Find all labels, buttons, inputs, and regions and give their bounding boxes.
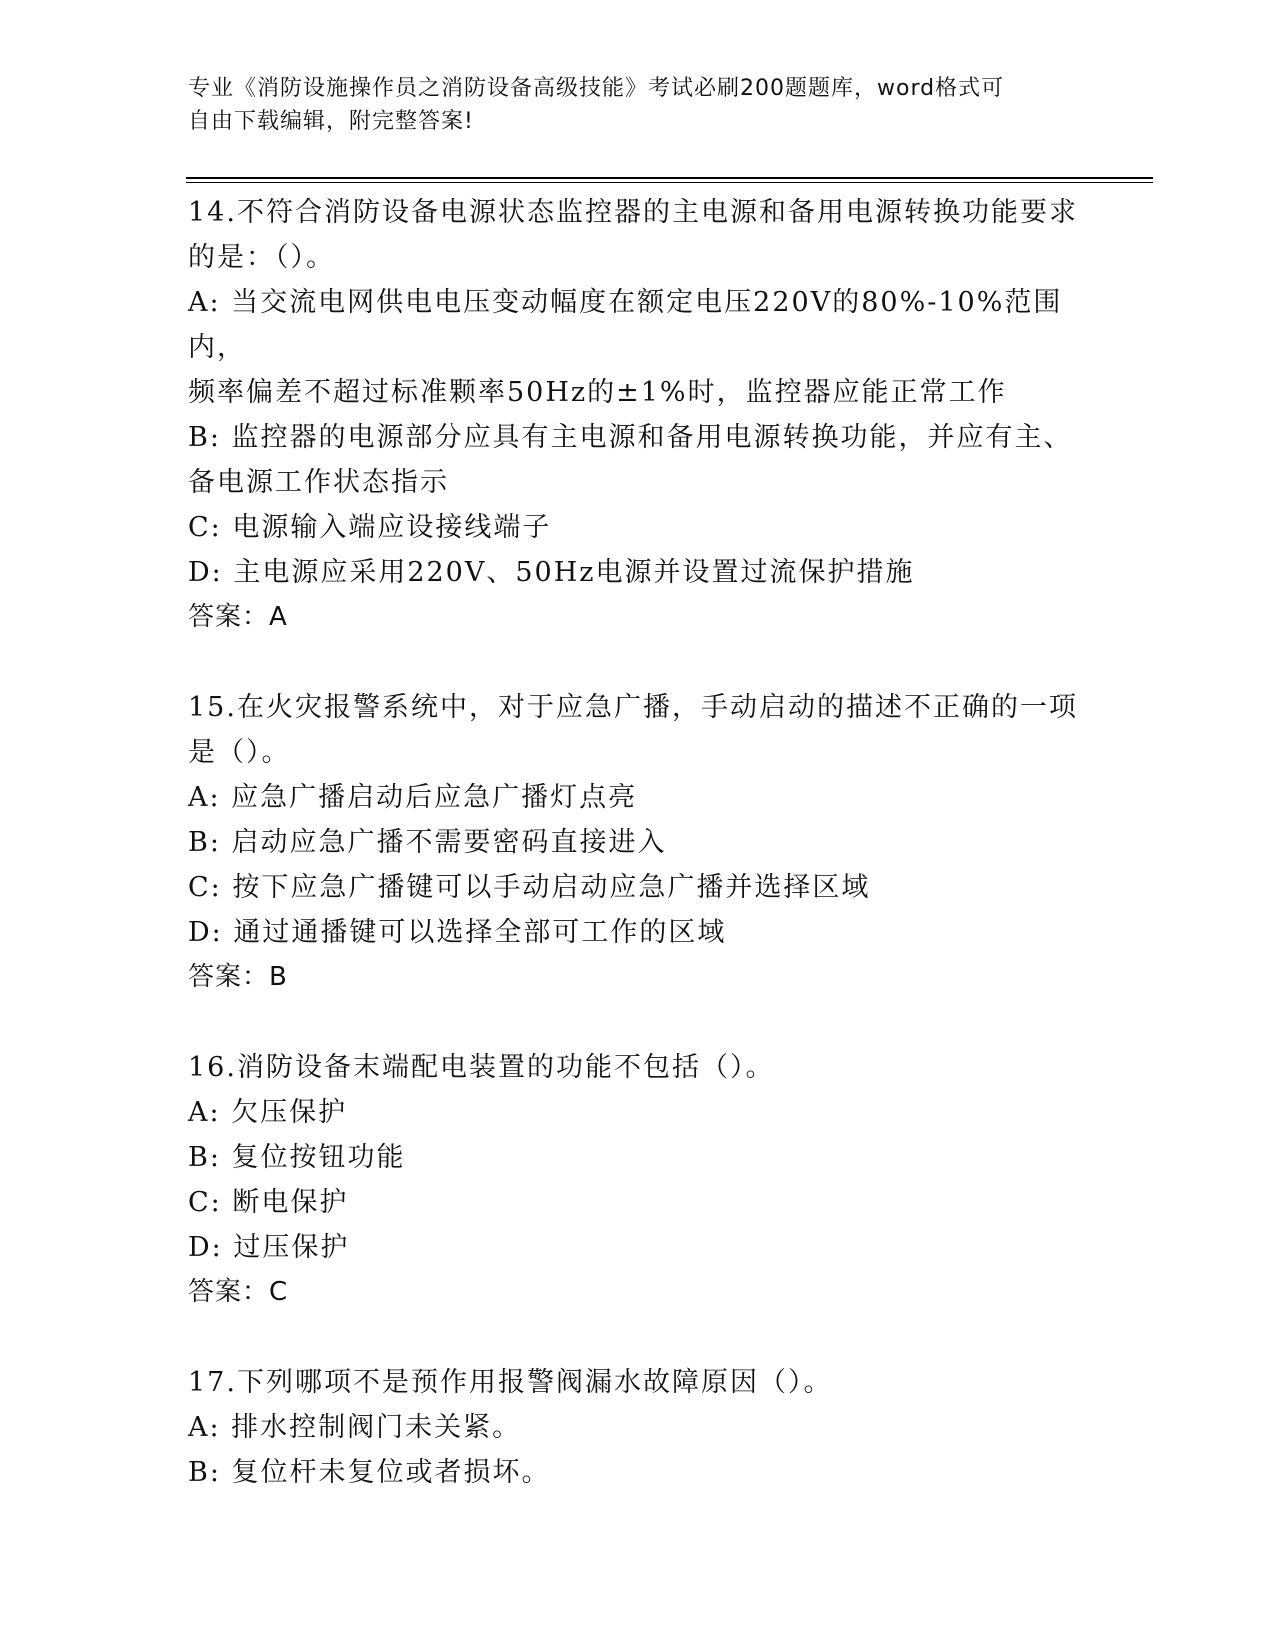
question-stem: 14.不符合消防设备电源状态监控器的主电源和备用电源转换功能要求 (188, 197, 1078, 228)
answer: 答案：A (188, 602, 288, 632)
option-b: B: 复位杆未复位或者损坏。 (188, 1457, 551, 1488)
option-d: D: 过压保护 (188, 1232, 350, 1263)
option-a: A: 排水控制阀门未关紧。 (188, 1412, 522, 1443)
option-c: C: 电源输入端应设接线端子 (188, 512, 552, 543)
header-rule-thick (186, 177, 1153, 179)
question-list (188, 190, 1088, 1495)
header-line-2: 自由下载编辑，附完整答案! (188, 109, 474, 134)
header-line-1: 专业《消防设施操作员之消防设备高级技能》考试必刷200题题库，word格式可 (188, 76, 1005, 101)
option-b: B: 启动应急广播不需要密码直接进入 (188, 827, 667, 858)
spacer (188, 640, 1088, 685)
question-stem: 的是：（）。 (188, 242, 335, 273)
spacer (188, 1000, 1088, 1045)
question-17 (188, 1360, 1088, 1495)
spacer (188, 1315, 1088, 1360)
question-15 (188, 685, 1088, 1000)
option-c: C: 按下应急广播键可以手动启动应急广播并选择区域 (188, 872, 871, 903)
document-header (188, 72, 1088, 138)
option-a-cont: 频率偏差不超过标准颗率50Hz的±1%时，监控器应能正常工作 (188, 377, 1007, 408)
header-rule-thin (186, 182, 1153, 183)
option-b: B: 复位按钮功能 (188, 1142, 406, 1173)
option-d: D: 主电源应采用220V、50Hz电源并设置过流保护措施 (188, 557, 915, 588)
option-a: A: 当交流电网供电电压变动幅度在额定电压220V的80%-10%范围内， (188, 287, 1063, 363)
option-a: A: 欠压保护 (188, 1097, 348, 1128)
question-14 (188, 190, 1088, 640)
answer: 答案：C (188, 1277, 289, 1307)
question-stem: 17.下列哪项不是预作用报警阀漏水故障原因（）。 (188, 1367, 833, 1398)
option-a: A: 应急广播启动后应急广播灯点亮 (188, 782, 638, 813)
question-stem: 16.消防设备末端配电装置的功能不包括（）。 (188, 1052, 775, 1083)
option-d: D: 通过通播键可以选择全部可工作的区域 (188, 917, 727, 948)
option-b-cont: 备电源工作状态指示 (188, 467, 449, 498)
question-16 (188, 1045, 1088, 1315)
question-stem: 是（）。 (188, 737, 291, 768)
option-c: C: 断电保护 (188, 1187, 349, 1218)
question-stem: 15.在火灾报警系统中，对于应急广播，手动启动的描述不正确的一项 (188, 692, 1078, 723)
answer: 答案：B (188, 962, 288, 992)
option-b: B: 监控器的电源部分应具有主电源和备用电源转换功能，并应有主、 (188, 422, 1073, 453)
